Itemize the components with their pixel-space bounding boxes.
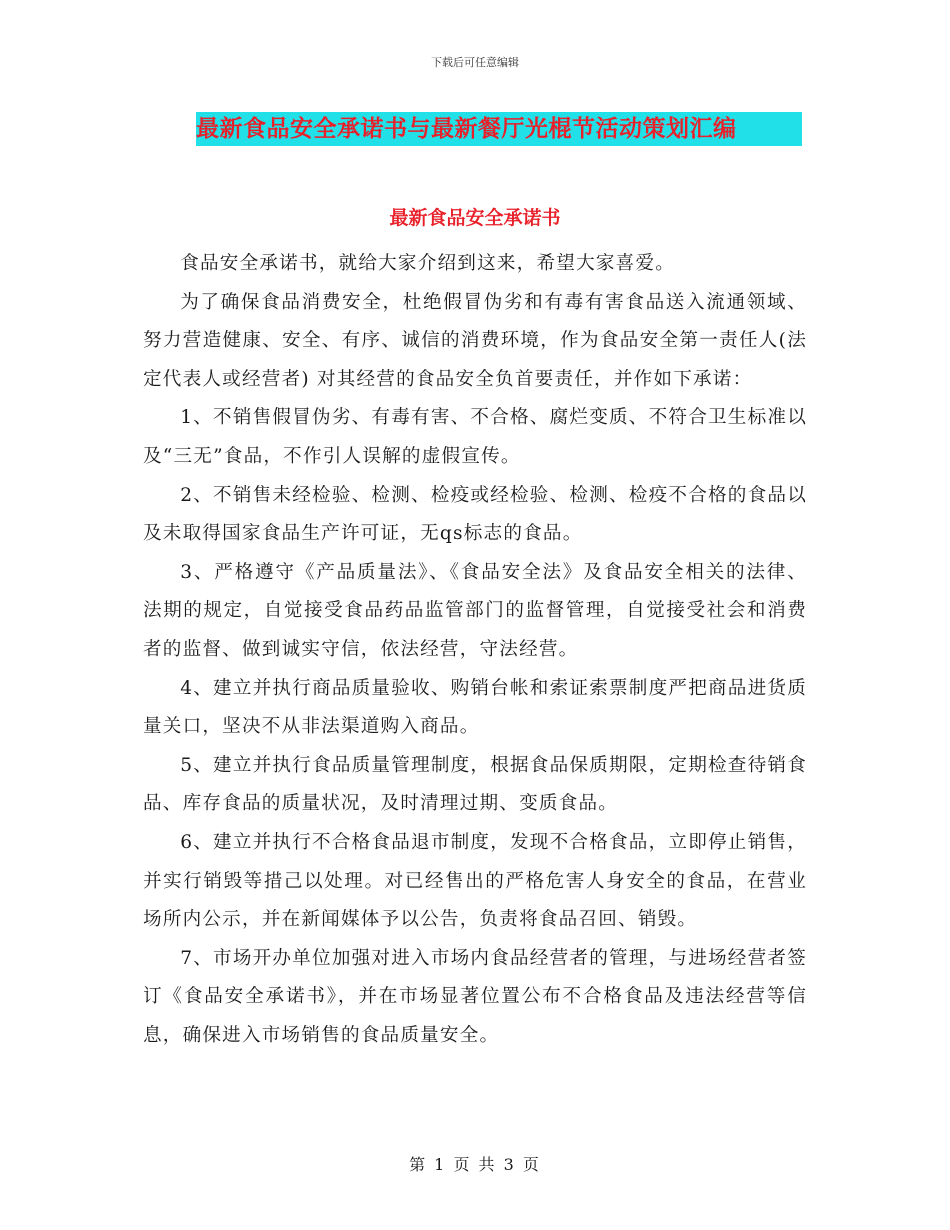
section-title: 最新食品安全承诺书 <box>389 207 561 229</box>
header-note: 下载后可任意编辑 <box>431 56 519 69</box>
document-title: 最新食品安全承诺书与最新餐厅光棍节活动策划汇编 <box>196 116 737 142</box>
paragraph: 3、严格遵守《产品质量法》、《食品安全法》及食品安全相关的法律、法期的规定，自觉接受食品药品监管部门的监督管理，自觉接受社会和消费者的监督、做到诚实守信，依法经营，守法经营。 <box>143 561 807 660</box>
paragraph: 2、不销售未经检验、检测、检疫或经检验、检测、检疫不合格的食品以及未取得国家食品生产许可证，无qs标志的食品。 <box>143 484 807 545</box>
paragraph: 1、不销售假冒伪劣、有毒有害、不合格、腐烂变质、不符合卫生标准以及“三无”食品，不作引人误解的虚假宣传。 <box>143 407 807 467</box>
paragraph: 7、市场开办单位加强对进入市场内食品经营者的管理，与进场经营者签订《食品安全承诺书》，并在市场显著位置公布不合格食品及违法经营等信息，确保进入市场销售的食品质量安全。 <box>143 947 807 1046</box>
page-number: 第 1 页 共 3 页 <box>409 1155 541 1174</box>
document-body <box>143 245 807 1055</box>
paragraph: 食品安全承诺书，就给大家介绍到这来，希望大家喜爱。 <box>180 253 676 274</box>
paragraph: 4、建立并执行商品质量验收、购销台帐和索证索票制度严把商品进货质量关口，坚决不从非法渠道购入商品。 <box>143 677 807 738</box>
paragraph: 为了确保食品消费安全，杜绝假冒伪劣和有毒有害食品送入流通领域、努力营造健康、安全、有序、诚信的消费环境，作为食品安全第一责任人(法定代表人或经营者) 对其经营的食品安全负首要责任，并作如下承诺： <box>143 291 807 390</box>
paragraph: 6、建立并执行不合格食品退市制度，发现不合格食品，立即停止销售，并实行销毁等措己以处理。对已经售出的严格危害人身安全的食品，在营业场所内公示，并在新闻媒体予以公告，负责将食品召回、销毁。 <box>143 831 807 931</box>
paragraph: 5、建立并执行食品质量管理制度，根据食品保质期限，定期检查待销食品、库存食品的质量状况，及时清理过期、变质食品。 <box>143 754 807 815</box>
